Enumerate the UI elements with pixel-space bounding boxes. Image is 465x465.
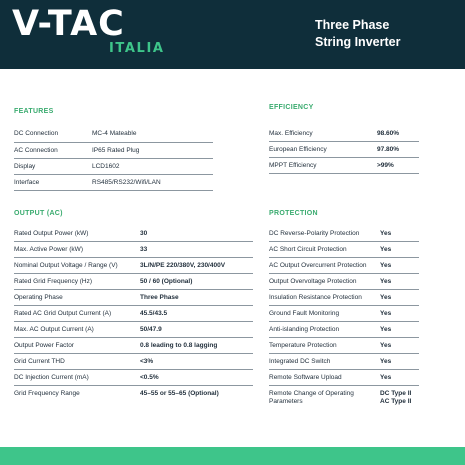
- row-label: Rated Output Power (kW): [14, 230, 89, 237]
- table-row: [269, 370, 419, 386]
- row-value: 30: [140, 230, 148, 237]
- table-row: [14, 175, 213, 191]
- row-value: 50/47.9: [140, 326, 162, 333]
- row-value: Yes: [380, 230, 392, 237]
- table-row: [269, 142, 419, 158]
- row-label: Max. AC Output Current (A): [14, 326, 94, 333]
- footer-bar: [0, 447, 465, 465]
- row-label: Grid Current THD: [14, 358, 65, 365]
- row-value: <3%: [140, 358, 154, 365]
- row-label: Display: [14, 163, 36, 170]
- row-value: LCD1602: [92, 163, 120, 170]
- table-row: [14, 258, 253, 274]
- row-label: Temperature Protection: [269, 342, 337, 349]
- table-row: [14, 370, 253, 386]
- row-value: Yes: [380, 310, 392, 317]
- table-row: [269, 322, 419, 338]
- table-row: [14, 306, 253, 322]
- efficiency-heading: EFFICIENCY: [269, 104, 314, 111]
- product-title: [315, 17, 460, 51]
- row-value: 50 / 60 (Optional): [140, 278, 193, 285]
- row-label: Output Power Factor: [14, 342, 74, 349]
- row-label: Rated AC Grid Output Current (A): [14, 310, 112, 317]
- table-row: [269, 274, 419, 290]
- row-label: Insulation Resistance Protection: [269, 294, 362, 301]
- row-value: IP65 Rated Plug: [92, 147, 140, 154]
- table-row: [14, 322, 253, 338]
- table-row: [269, 226, 419, 242]
- row-label: Max. Efficiency: [269, 130, 313, 137]
- product-title-line-2: String Inverter: [315, 35, 401, 49]
- table-row: [14, 242, 253, 258]
- table-row: [269, 354, 419, 370]
- row-value: Yes: [380, 262, 392, 269]
- table-row: [14, 159, 213, 175]
- row-label: Rated Grid Frequency (Hz): [14, 278, 93, 285]
- row-label: DC Reverse-Polarity Protection: [269, 230, 360, 237]
- table-row: [269, 258, 419, 274]
- row-value: Yes: [380, 294, 392, 301]
- row-label: DC Injection Current (mA): [14, 374, 89, 381]
- row-label: Remote Change of Operating Parameters: [269, 390, 354, 405]
- table-row: [14, 126, 213, 143]
- row-value: 98.60%: [377, 130, 400, 137]
- table-row: [14, 386, 253, 412]
- table-row: [14, 226, 253, 242]
- row-label: DC Connection: [14, 130, 59, 137]
- table-row: [269, 158, 419, 174]
- table-row: [14, 354, 253, 370]
- header-banner: [0, 0, 465, 69]
- row-value: 3L/N/PE 220/380V, 230/400V: [140, 262, 226, 269]
- table-row: [269, 126, 419, 142]
- table-row: [269, 338, 419, 354]
- row-value: MC-4 Mateable: [92, 130, 137, 137]
- row-label: AC Short Circuit Protection: [269, 246, 347, 253]
- output-heading: OUTPUT (AC): [14, 210, 63, 217]
- row-label: Operating Phase: [14, 294, 63, 301]
- row-value: RS485/RS232/Wifi/LAN: [92, 179, 161, 186]
- row-label: AC Output Overcurrent Protection: [269, 262, 367, 269]
- product-title-line-1: Three Phase: [315, 18, 390, 32]
- row-label: Max. Active Power (kW): [14, 246, 83, 253]
- protection-heading: PROTECTION: [269, 210, 318, 217]
- row-label: Integrated DC Switch: [269, 358, 331, 365]
- row-value: 0.8 leading to 0.8 lagging: [140, 342, 218, 349]
- row-value: 97.80%: [377, 146, 400, 153]
- row-label: MPPT Efficiency: [269, 162, 317, 169]
- row-label: Remote Software Upload: [269, 374, 342, 381]
- efficiency-table: [269, 126, 419, 174]
- table-row: [14, 290, 253, 306]
- row-value: 45–55 or 55–65 (Optional): [140, 390, 219, 397]
- table-row: [269, 386, 419, 412]
- row-label: Grid Frequency Range: [14, 390, 80, 397]
- brand-logo-subtitle: ITALIA: [109, 41, 165, 56]
- row-value: Yes: [380, 326, 392, 333]
- row-value: Yes: [380, 246, 392, 253]
- table-row: [14, 338, 253, 354]
- row-value: DC Type II: [380, 390, 412, 397]
- table-row: [269, 242, 419, 258]
- row-label: AC Connection: [14, 147, 58, 154]
- row-value: <0.5%: [140, 374, 159, 381]
- row-value: Yes: [380, 374, 392, 381]
- row-label: Nominal Output Voltage / Range (V): [14, 262, 118, 269]
- row-value: Yes: [380, 278, 392, 285]
- row-label: Anti-islanding Protection: [269, 326, 340, 333]
- row-value: Three Phase: [140, 294, 179, 301]
- row-label: Interface: [14, 179, 40, 186]
- row-label: European Efficiency: [269, 146, 327, 153]
- row-label: Output Overvoltage Protection: [269, 278, 357, 285]
- row-value: Yes: [380, 342, 392, 349]
- output-table: [14, 226, 253, 412]
- row-value: 45.5/43.5: [140, 310, 168, 317]
- protection-table: [269, 226, 419, 412]
- row-value: >99%: [377, 162, 394, 169]
- brand-logo: V-TAC: [12, 4, 125, 44]
- table-row: [269, 290, 419, 306]
- features-table: [14, 126, 213, 191]
- row-value-secondary: AC Type II: [380, 398, 412, 405]
- features-heading: FEATURES: [14, 108, 54, 115]
- table-row: [14, 143, 213, 159]
- table-row: [14, 274, 253, 290]
- row-value: Yes: [380, 358, 392, 365]
- row-value: 33: [140, 246, 148, 253]
- row-label: Ground Fault Monitoring: [269, 310, 340, 317]
- table-row: [269, 306, 419, 322]
